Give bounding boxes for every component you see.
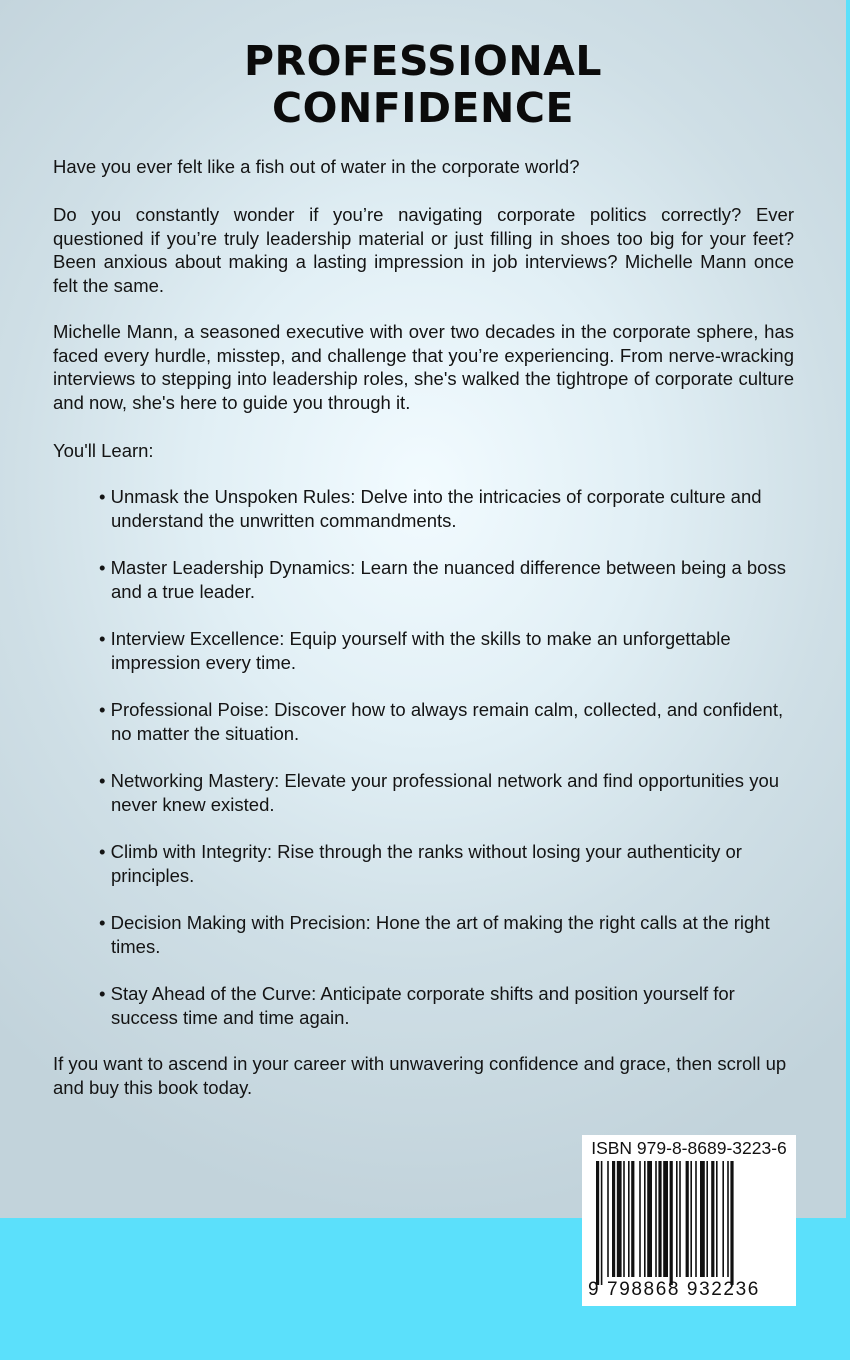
barcode-bar	[722, 1161, 724, 1277]
list-item: • Unmask the Unspoken Rules: Delve into the intricacies of corporate culture and understand the unwritten commandments.	[99, 486, 762, 531]
title-line-2: CONFIDENCE	[272, 84, 574, 132]
book-title	[0, 38, 846, 132]
barcode-bar	[716, 1161, 718, 1277]
barcode-bar	[730, 1161, 733, 1285]
questions-paragraph: Do you constantly wonder if you’re navigating corporate politics correctly? Ever questioned if you’re truly leadership material or just filling in shoes too big for your feet? Been anxious about making a lasting impression in job interviews? Michelle Mann once felt the same.	[53, 204, 794, 297]
title-line-1: PROFESSIONAL	[244, 37, 602, 85]
barcode-bar	[679, 1161, 681, 1277]
barcode-bar	[658, 1161, 661, 1277]
barcode-bar	[617, 1161, 622, 1277]
barcode-bar	[607, 1161, 609, 1277]
barcode-bar	[631, 1161, 634, 1277]
barcode-bar	[639, 1161, 641, 1277]
list-item: • Interview Excellence: Equip yourself with the skills to make an unforgettable impression every time.	[99, 628, 731, 673]
barcode-bar	[644, 1161, 646, 1277]
barcode-digits: 9 798868 932236	[588, 1279, 760, 1300]
list-item: • Professional Poise: Discover how to always remain calm, collected, and confident, no matter the situation.	[99, 699, 784, 744]
learn-list	[99, 485, 799, 1053]
learn-heading: You'll Learn:	[53, 440, 154, 461]
barcode-bar	[612, 1161, 615, 1277]
barcode-bar	[700, 1161, 705, 1277]
barcode-bar	[695, 1161, 697, 1277]
list-item: • Climb with Integrity: Rise through the ranks without losing your authenticity or principles.	[99, 841, 742, 886]
barcode-bar	[690, 1161, 692, 1277]
list-item: • Networking Mastery: Elevate your professional network and find opportunities you never knew existed.	[99, 770, 780, 815]
barcode-bar	[628, 1161, 630, 1277]
barcode-bar	[655, 1161, 657, 1277]
barcode-bar	[623, 1161, 625, 1277]
barcode-bar	[711, 1161, 714, 1277]
list-item: • Decision Making with Precision: Hone the art of making the right calls at the right times.	[99, 912, 770, 957]
call-to-action-paragraph: If you want to ascend in your career with unwavering confidence and grace, then scroll up and buy this book today.	[53, 1053, 787, 1098]
list-item: • Stay Ahead of the Curve: Anticipate corporate shifts and position yourself for success time and time again.	[99, 983, 735, 1028]
author-bio-paragraph: Michelle Mann, a seasoned executive with over two decades in the corporate sphere, has faced every hurdle, misstep, and challenge that you’re experiencing. From nerve-wracking interviews to stepping into leadership roles, she's walked the tightrope of corporate culture and now, she's here to guide you through it.	[53, 321, 794, 414]
list-item: • Master Leadership Dynamics: Learn the nuanced difference between being a boss and a true leader.	[99, 557, 786, 602]
barcode-bar	[676, 1161, 678, 1277]
isbn-label: ISBN 979-8-8689-3223-6	[591, 1138, 787, 1158]
barcode-bar	[670, 1161, 673, 1285]
barcode-bar	[663, 1161, 668, 1277]
barcode-bar	[601, 1161, 603, 1285]
intro-paragraph: Have you ever felt like a fish out of water in the corporate world?	[53, 156, 580, 177]
barcode-bar	[706, 1161, 708, 1277]
barcode-bar	[596, 1161, 599, 1285]
barcode-box	[582, 1135, 796, 1306]
barcode-bar	[647, 1161, 652, 1277]
cyan-edge-strip	[846, 0, 850, 1218]
barcode-bar	[686, 1161, 689, 1277]
barcode-bar	[727, 1161, 729, 1277]
